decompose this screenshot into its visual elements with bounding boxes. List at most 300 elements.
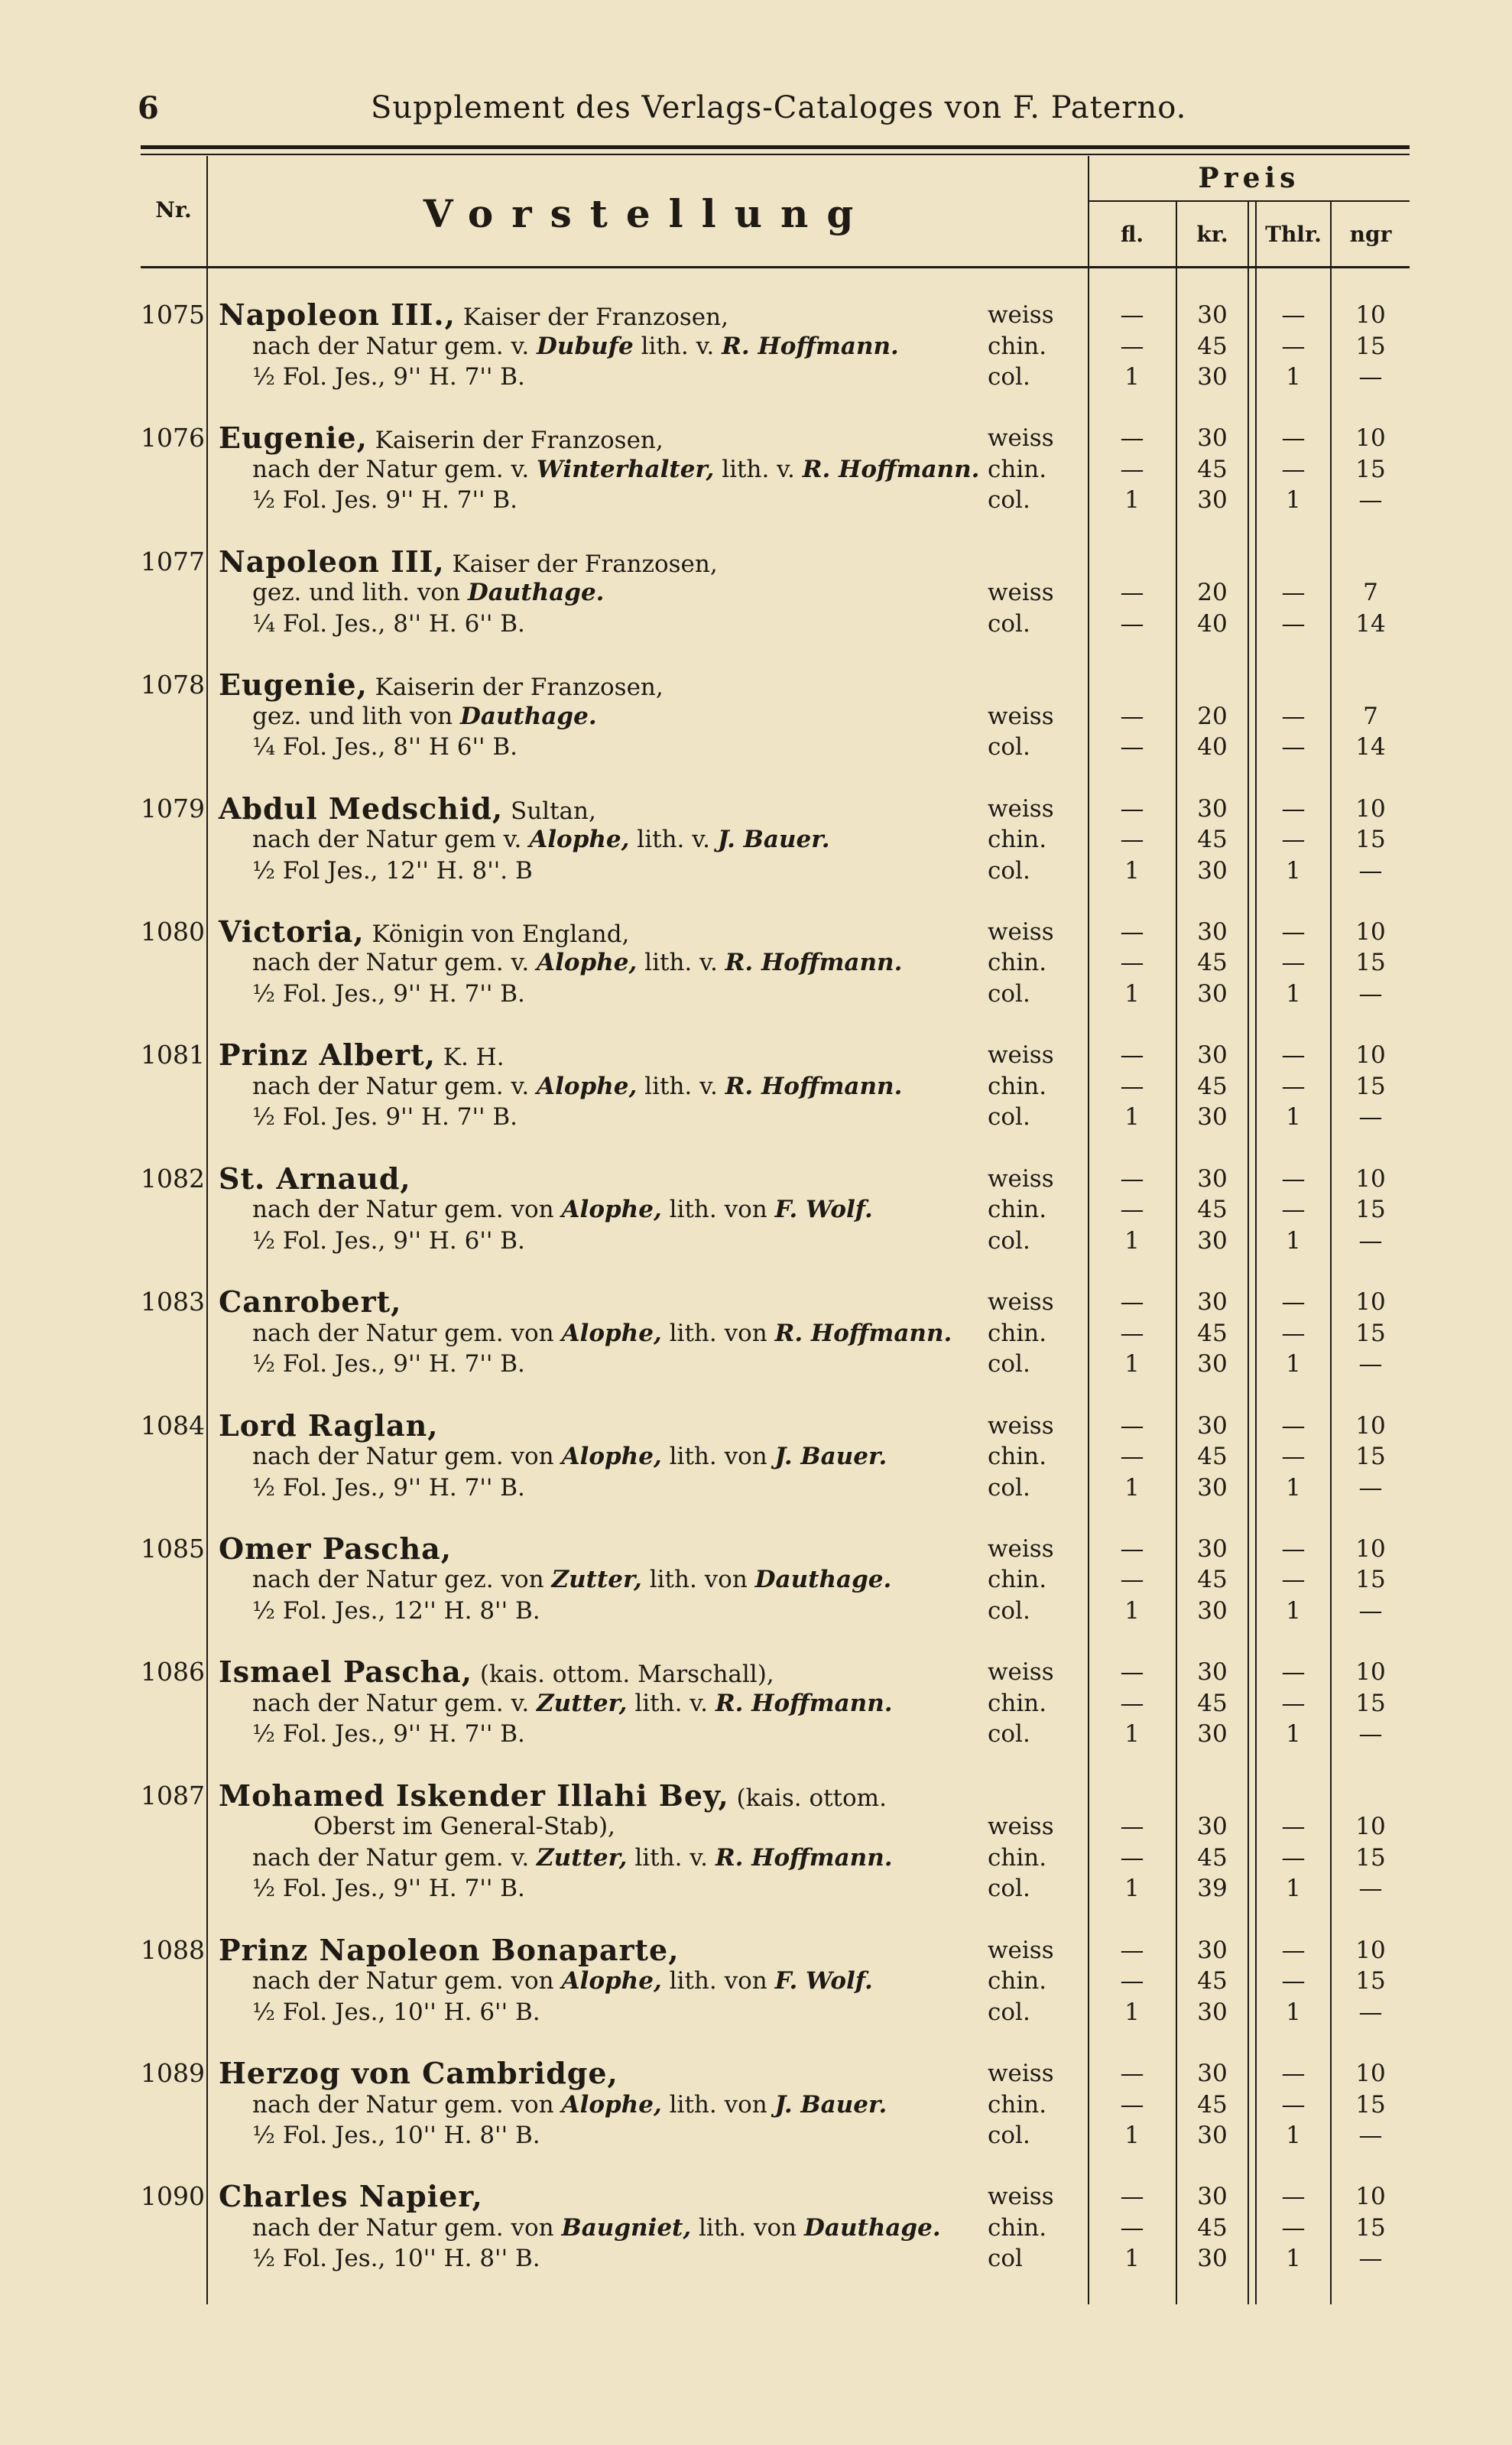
price-ngr: — (1358, 1103, 1383, 1132)
price-thlr: — (1281, 1813, 1306, 1841)
print-variant: chin. (988, 1196, 1047, 1224)
price-ngr: — (1358, 486, 1383, 515)
price-fl: 1 (1124, 1720, 1140, 1749)
print-variant: chin. (988, 1689, 1047, 1717)
price-kr: 45 (1197, 1843, 1228, 1872)
price-fl: — (1120, 455, 1144, 483)
entry-line (141, 732, 1410, 763)
price-thlr: — (1281, 455, 1306, 483)
price-kr: 30 (1197, 2122, 1228, 2150)
price-kr: 30 (1197, 1164, 1228, 1193)
price-thlr: — (1281, 609, 1306, 638)
price-thlr: — (1281, 424, 1306, 453)
entry-credit (252, 1441, 1017, 1473)
price-kr: 45 (1197, 1443, 1228, 1471)
credit-middle: lith. v. (722, 455, 795, 483)
price-ngr: 14 (1355, 609, 1386, 638)
lithographer-name: J. Bauer. (774, 1443, 887, 1471)
price-thlr: — (1281, 2060, 1306, 2088)
price-ngr: — (1358, 363, 1383, 391)
entry-credit (252, 577, 1017, 609)
entry-number: 1090 (141, 2181, 205, 2212)
lithographer-name: R. Hoffmann. (715, 1689, 893, 1717)
credit-middle: lith. von (669, 2090, 767, 2119)
entry-line (141, 1531, 1410, 1566)
price-ngr: 15 (1355, 2090, 1386, 2119)
price-ngr: 7 (1363, 579, 1378, 607)
print-variant: weiss (988, 1288, 1054, 1317)
price-thlr: — (1281, 2183, 1306, 2211)
price-kr: 30 (1197, 486, 1228, 515)
price-ngr: — (1358, 1875, 1383, 1903)
entry-line (141, 485, 1410, 516)
price-ngr: 15 (1355, 2213, 1386, 2242)
price-ngr: — (1358, 1596, 1383, 1625)
price-fl: 1 (1124, 1473, 1140, 1502)
sitter-subtitle: Kaiserin der Franzosen, (375, 674, 664, 702)
credit-prefix: nach der Natur gem. von (252, 1967, 554, 1995)
entry-line (141, 1161, 1410, 1196)
print-variant: col. (988, 733, 1030, 761)
price-thlr: — (1281, 2213, 1306, 2242)
entry-line (141, 947, 1410, 979)
print-variant: chin. (988, 1072, 1047, 1100)
credit-prefix: nach der Natur gem. v. (252, 332, 530, 360)
entry-line (141, 1441, 1410, 1473)
price-fl: — (1120, 1566, 1144, 1594)
page-header (138, 90, 1407, 136)
print-variant: col. (988, 363, 1030, 391)
format-size: ½ Fol. Jes., 9'' H. 7'' B. (252, 979, 525, 1008)
print-variant: col. (988, 1350, 1030, 1378)
print-variant: chin. (988, 949, 1047, 977)
artist-name: Alophe, (537, 1072, 638, 1100)
credit-middle: lith. von (669, 1443, 767, 1471)
lithographer-name: R. Hoffmann. (722, 332, 899, 360)
credit-prefix: nach der Natur gem. von (252, 1196, 554, 1224)
print-variant: weiss (988, 794, 1054, 823)
catalog-rows (141, 297, 1410, 2305)
entry-credit (252, 701, 1017, 732)
entry-credit (252, 1966, 1017, 1997)
entry-line (141, 1318, 1410, 1349)
price-fl: — (1120, 733, 1144, 761)
credit-middle: lith. von (649, 1566, 748, 1594)
price-kr: 30 (1197, 856, 1228, 885)
print-variant: col. (988, 1473, 1030, 1502)
lithographer-name: R. Hoffmann. (774, 1319, 952, 1347)
price-kr: 30 (1197, 2183, 1228, 2211)
print-variant: weiss (988, 917, 1054, 946)
price-kr: 39 (1197, 1875, 1228, 1903)
format-size: ½ Fol. Jes. 9'' H. 7'' B. (252, 486, 518, 515)
price-fl: — (1120, 1813, 1144, 1841)
sitter-name: Prinz Napoleon Bonaparte, (219, 1932, 680, 1967)
price-thlr: — (1281, 1534, 1306, 1563)
price-kr: 45 (1197, 1072, 1228, 1100)
entry-line (141, 1226, 1410, 1257)
price-ngr: 10 (1355, 1534, 1386, 1563)
lithographer-name: R. Hoffmann. (802, 455, 980, 483)
sitter-subtitle: Kaiser der Franzosen, (452, 550, 718, 578)
header-vorstellung: Vorstellung (423, 191, 872, 236)
price-fl: — (1120, 1196, 1144, 1224)
price-kr: 20 (1197, 702, 1228, 730)
entry-line (141, 297, 1410, 332)
price-thlr: 1 (1286, 979, 1301, 1008)
price-thlr: — (1281, 1689, 1306, 1717)
sitter-subtitle: (kais. ottom. Marschall), (479, 1661, 774, 1689)
entry-title (219, 791, 983, 827)
sitter-subtitle: Kaiserin der Franzosen, (375, 427, 664, 455)
entry-credit (252, 824, 1017, 856)
sitter-name: Victoria, (219, 914, 365, 949)
price-kr: 30 (1197, 1226, 1228, 1255)
catalog-entry (141, 1778, 1410, 1935)
price-ngr: 14 (1355, 733, 1386, 761)
credit-middle: lith. v. (634, 1689, 708, 1717)
print-variant: col. (988, 1596, 1030, 1625)
price-kr: 45 (1197, 826, 1228, 854)
price-kr: 30 (1197, 1534, 1228, 1563)
price-ngr: 10 (1355, 1288, 1386, 1317)
entry-title (219, 1037, 983, 1073)
price-fl: — (1120, 1534, 1144, 1563)
sitter-name: Eugenie, (219, 420, 368, 456)
print-variant: weiss (988, 1936, 1054, 1964)
sitter-subtitle: (kais. ottom. (736, 1784, 887, 1812)
entry-credit (252, 947, 1017, 979)
price-fl: 1 (1124, 2122, 1140, 2150)
sitter-name: Canrobert, (219, 1284, 402, 1320)
price-fl: — (1120, 609, 1144, 638)
sitter-subtitle: Kaiser der Franzosen, (462, 304, 728, 331)
entry-credit (252, 454, 1017, 485)
price-kr: 30 (1197, 1720, 1228, 1749)
entry-title (219, 1284, 983, 1320)
price-kr: 45 (1197, 455, 1228, 483)
price-kr: 30 (1197, 1288, 1228, 1317)
format-size: ½ Fol. Jes., 10'' H. 6'' B. (252, 1998, 540, 2026)
credit-prefix: nach der Natur gem. v. (252, 1843, 530, 1872)
print-variant: col. (988, 979, 1030, 1008)
print-variant: weiss (988, 579, 1054, 607)
price-ngr: — (1358, 979, 1383, 1008)
price-ngr: 7 (1363, 702, 1378, 730)
entry-number: 1079 (141, 793, 205, 823)
header-kr: kr. (1196, 222, 1228, 247)
print-variant: chin. (988, 1843, 1047, 1872)
price-kr: 30 (1197, 2060, 1228, 2088)
format-size: ½ Fol. Jes., 9'' H. 7'' B. (252, 1875, 525, 1903)
entry-number: 1078 (141, 670, 205, 700)
price-thlr: — (1281, 826, 1306, 854)
print-variant: weiss (988, 1164, 1054, 1193)
print-variant: col. (988, 486, 1030, 515)
print-variant: weiss (988, 702, 1054, 730)
price-fl: — (1120, 1967, 1144, 1995)
artist-name: Alophe, (561, 2090, 662, 2119)
print-variant: col. (988, 1226, 1030, 1255)
entry-line (141, 609, 1410, 640)
credit-middle: lith. von (669, 1196, 767, 1224)
catalog-entry (141, 1161, 1410, 1287)
entry-line (141, 362, 1410, 393)
catalog-table (141, 145, 1416, 2317)
entry-line (141, 1473, 1410, 1504)
format-size: ¼ Fol. Jes., 8'' H. 6'' B. (252, 609, 525, 638)
price-thlr: — (1281, 733, 1306, 761)
credit-prefix: nach der Natur gem. von (252, 1443, 554, 1471)
credit-prefix: nach der Natur gem. von (252, 2213, 554, 2242)
entry-number: 1082 (141, 1163, 205, 1193)
entry-line (141, 1966, 1410, 1997)
format-size: ¼ Fol. Jes., 8'' H 6'' B. (252, 733, 518, 761)
entry-line (141, 2213, 1410, 2244)
entry-line (141, 979, 1410, 1010)
print-variant: col. (988, 1875, 1030, 1903)
price-fl: — (1120, 2183, 1144, 2211)
price-thlr: — (1281, 1072, 1306, 1100)
entry-line (141, 791, 1410, 826)
price-kr: 45 (1197, 949, 1228, 977)
price-fl: — (1120, 917, 1144, 946)
artist-name: Alophe, (529, 826, 630, 854)
credit-middle: lith. von (669, 1967, 767, 1995)
price-thlr: 1 (1286, 2122, 1301, 2150)
credit-middle: lith. v. (637, 826, 710, 854)
entry-line (141, 1654, 1410, 1690)
price-ngr: 15 (1355, 1967, 1386, 1995)
header-preis: Preis (1198, 162, 1300, 194)
print-variant: chin. (988, 332, 1047, 360)
price-thlr: — (1281, 917, 1306, 946)
entry-line (141, 577, 1410, 609)
price-fl: — (1120, 1443, 1144, 1471)
print-variant: chin. (988, 455, 1047, 483)
price-thlr: — (1281, 1443, 1306, 1471)
price-kr: 30 (1197, 1473, 1228, 1502)
price-fl: 1 (1124, 856, 1140, 885)
price-kr: 45 (1197, 2213, 1228, 2242)
price-ngr: 15 (1355, 1443, 1386, 1471)
entry-credit (252, 331, 1017, 362)
entry-line (141, 1932, 1410, 1967)
price-ngr: 15 (1355, 949, 1386, 977)
header-thlr: Thlr. (1265, 222, 1322, 247)
price-thlr: — (1281, 1967, 1306, 1995)
print-variant: chin. (988, 2213, 1047, 2242)
entry-line (141, 2058, 1410, 2089)
sitter-name: Mohamed Iskender Illahi Bey, (219, 1778, 729, 1813)
sitter-name: Lord Raglan, (219, 1408, 439, 1443)
credit-prefix: nach der Natur gem. von (252, 2090, 554, 2119)
lithographer-name: Dauthage. (803, 2213, 941, 2242)
artist-name: Winterhalter, (537, 455, 715, 483)
sitter-subtitle-continued: Oberst im General-Stab), (313, 1813, 615, 1841)
price-ngr: — (1358, 1226, 1383, 1255)
entry-number: 1080 (141, 916, 205, 947)
price-fl: — (1120, 1072, 1144, 1100)
entry-line (141, 914, 1410, 949)
price-fl: — (1120, 1411, 1144, 1440)
lithographer-name: J. Bauer. (774, 2090, 887, 2119)
print-variant: col. (988, 1103, 1030, 1132)
artist-name: Dauthage. (467, 579, 605, 607)
price-ngr: 10 (1355, 2060, 1386, 2088)
price-thlr: 1 (1286, 1226, 1301, 1255)
price-kr: 30 (1197, 301, 1228, 329)
price-fl: — (1120, 2213, 1144, 2242)
price-thlr: — (1281, 1566, 1306, 1594)
entry-line (141, 1778, 1410, 1813)
catalog-entry (141, 1932, 1410, 2058)
entry-credit (252, 2089, 1017, 2121)
entry-line (141, 331, 1410, 362)
sitter-name: St. Arnaud, (219, 1161, 411, 1196)
price-fl: — (1120, 702, 1144, 730)
price-ngr: — (1358, 1720, 1383, 1749)
price-ngr: — (1358, 1350, 1383, 1378)
header-nr: Nr. (155, 197, 192, 222)
entry-number: 1077 (141, 546, 205, 576)
price-fl: — (1120, 1658, 1144, 1687)
entry-line (141, 2181, 1410, 2213)
print-variant: chin. (988, 1443, 1047, 1471)
price-ngr: — (1358, 1473, 1383, 1502)
price-kr: 30 (1197, 917, 1228, 946)
print-variant: weiss (988, 1411, 1054, 1440)
credit-middle: lith. von (669, 1319, 767, 1347)
entry-line (141, 824, 1410, 856)
sitter-name: Abdul Medschid, (219, 791, 504, 826)
price-ngr: — (1358, 2245, 1383, 2273)
price-kr: 30 (1197, 1596, 1228, 1625)
price-ngr: 10 (1355, 794, 1386, 823)
price-ngr: 10 (1355, 2183, 1386, 2211)
price-ngr: 15 (1355, 1566, 1386, 1594)
sitter-subtitle: Königin von England, (372, 920, 630, 948)
price-thlr: — (1281, 332, 1306, 360)
credit-middle: lith. von (699, 2213, 797, 2242)
lithographer-name: Dauthage. (754, 1566, 892, 1594)
artist-name: Zutter, (537, 1843, 628, 1872)
price-fl: — (1120, 1843, 1144, 1872)
print-variant: chin. (988, 1967, 1047, 1995)
entry-line (141, 454, 1410, 485)
entry-line (141, 1194, 1410, 1226)
format-size: ½ Fol. Jes., 9'' H. 7'' B. (252, 363, 525, 391)
price-fl: — (1120, 332, 1144, 360)
entry-credit (252, 1071, 1017, 1102)
price-kr: 30 (1197, 1658, 1228, 1687)
header-ngr: ngr (1349, 222, 1392, 247)
entry-line (141, 544, 1410, 579)
print-variant: chin. (988, 1319, 1047, 1347)
price-kr: 20 (1197, 579, 1228, 607)
price-thlr: 1 (1286, 486, 1301, 515)
entry-title (219, 1778, 983, 1814)
price-ngr: — (1358, 856, 1383, 885)
sitter-name: Omer Pascha, (219, 1531, 452, 1566)
price-ngr: 10 (1355, 1164, 1386, 1193)
entry-line (141, 2089, 1410, 2121)
preis-rule (1089, 200, 1410, 202)
artist-name: Alophe, (561, 1967, 662, 1995)
artist-name: Alophe, (537, 949, 638, 977)
price-fl: — (1120, 1164, 1144, 1193)
entry-line (141, 1688, 1410, 1719)
price-kr: 45 (1197, 1689, 1228, 1717)
entry-number: 1076 (141, 423, 205, 453)
price-thlr: 1 (1286, 1875, 1301, 1903)
price-fl: — (1120, 301, 1144, 329)
page-number: 6 (138, 90, 159, 126)
price-ngr: 10 (1355, 1936, 1386, 1964)
entry-line (141, 1997, 1410, 2028)
sitter-name: Ismael Pascha, (219, 1654, 473, 1690)
price-ngr: — (1358, 1998, 1383, 2026)
catalog-entry (141, 420, 1410, 546)
print-variant: weiss (988, 1658, 1054, 1687)
entry-line (141, 1284, 1410, 1320)
price-fl: — (1120, 949, 1144, 977)
price-fl: 1 (1124, 1103, 1140, 1132)
credit-middle: lith. v. (634, 1843, 708, 1872)
price-thlr: — (1281, 579, 1306, 607)
entry-line (141, 1719, 1410, 1750)
entry-number: 1087 (141, 1780, 205, 1810)
entry-title (219, 1932, 983, 1969)
entry-title (219, 914, 983, 950)
entry-number: 1088 (141, 1934, 205, 1965)
entry-number: 1083 (141, 1287, 205, 1317)
artist-name: Baugniet, (561, 2213, 692, 2242)
entry-title (219, 2058, 983, 2092)
price-ngr: 10 (1355, 1041, 1386, 1070)
price-ngr: 15 (1355, 826, 1386, 854)
price-thlr: 1 (1286, 1596, 1301, 1625)
price-ngr: 15 (1355, 1196, 1386, 1224)
price-fl: — (1120, 424, 1144, 453)
entry-credit (252, 1194, 1017, 1226)
format-size: ½ Fol. Jes. 9'' H. 7'' B. (252, 1103, 518, 1132)
price-ngr: 10 (1355, 917, 1386, 946)
price-fl: 1 (1124, 486, 1140, 515)
catalog-entry (141, 1408, 1410, 1534)
entry-line (141, 1873, 1410, 1904)
entry-line (141, 1811, 1410, 1843)
price-thlr: 1 (1286, 1350, 1301, 1378)
price-ngr: 10 (1355, 1813, 1386, 1841)
entry-line (141, 1037, 1410, 1073)
price-ngr: 10 (1355, 1411, 1386, 1440)
price-thlr: — (1281, 1843, 1306, 1872)
credit-middle: lith. v. (644, 1072, 718, 1100)
credit-prefix: nach der Natur gem. von (252, 1319, 554, 1347)
price-thlr: — (1281, 1288, 1306, 1317)
print-variant: chin. (988, 2090, 1047, 2119)
price-fl: — (1120, 826, 1144, 854)
price-fl: 1 (1124, 2245, 1140, 2273)
credit-prefix: nach der Natur gez. von (252, 1566, 544, 1594)
artist-name: Alophe, (561, 1196, 662, 1224)
entry-title (219, 544, 983, 580)
price-kr: 45 (1197, 1967, 1228, 1995)
price-kr: 40 (1197, 733, 1228, 761)
print-variant: col. (988, 609, 1030, 638)
price-thlr: — (1281, 1196, 1306, 1224)
